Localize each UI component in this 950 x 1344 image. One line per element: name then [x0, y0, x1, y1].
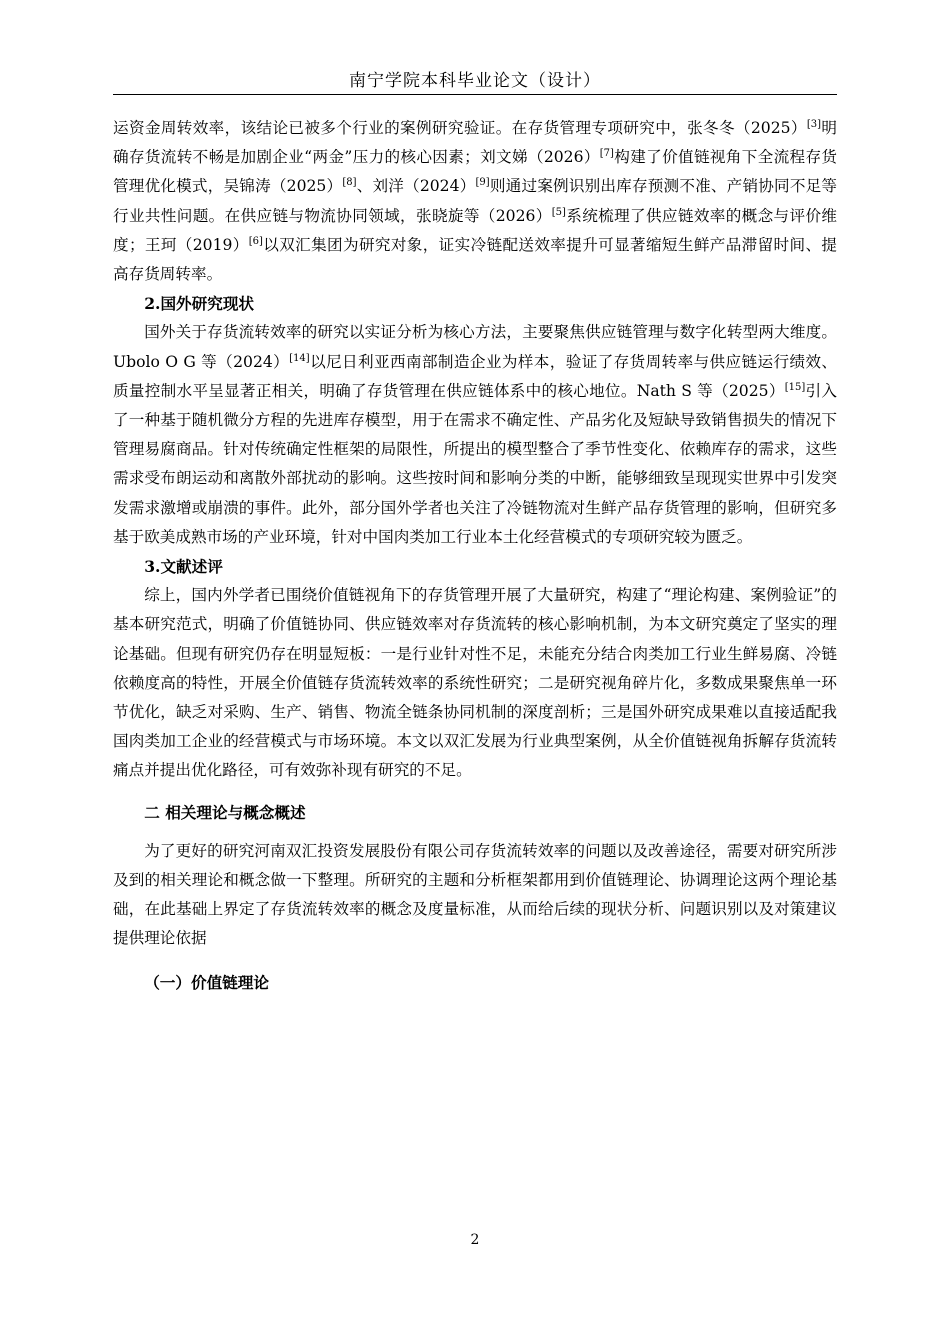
text-run: 国外关于存货流转效率的研究以实证分析为核心方法，主要聚焦供应链管理与数字化转型两大维度。Ubolo O G 等（2024）: [113, 323, 837, 371]
text-run: 运资金周转效率，该结论已被多个行业的案例研究验证。在存货管理专项研究中，张冬冬（2025）: [113, 119, 807, 137]
paragraph-literature-review: 综上，国内外学者已围绕价值链视角下的存货管理开展了大量研究，构建了“理论构建、案例验证”的基本研究范式，明确了价值链协同、供应链效率对存货流转的核心影响机制，为本文研究奠定了坚实的理论基础。但现有研究仍存在明显短板：一是行业针对性不足，未能充分结合肉类加工行业生鲜易腐、冷链依赖度高的特性，开展全价值链存货流转效率的系统性研究；二是研究视角碎片化，多数成果聚焦单一环节优化，缺乏对采购、生产、销售、物流全链条协同机制的深度剖析；三是国外研究成果难以直接适配我国肉类加工企业的经营模式与市场环境。本文以双汇发展为行业典型案例，从全价值链视角拆解存货流转痛点并提出优化路径，可有效弥补现有研究的不足。: [113, 586, 837, 780]
paragraph-foreign-research: [113, 318, 837, 552]
text-run: 引入了一种基于随机微分方程的先进库存模型，用于在需求不确定性、产品劣化及短缺导致销售损失的情况下管理易腐商品。针对传统确定性框架的局限性，所提出的模型整合了季节性变化、依赖库存的需求，这些需求受布朗运动和离散外部扰动的影响。这些按时间和影响分类的中断，能够细致呈现现实世界中引发突发需求激增或崩溃的事件。此外，部分国外学者也关注了冷链物流对生鲜产品存货管理的影响，但研究多基于欧美成熟市场的产业环境，针对中国肉类加工行业本土化经营模式的专项研究较为匮乏。: [113, 381, 837, 546]
heading-literature-review: 3.文献述评: [144, 557, 223, 577]
text-run: 、刘洋（2024）: [356, 177, 476, 196]
text-run: 系统梳理了供应链效率的概念与评价维度；王珂（2019）: [113, 206, 837, 254]
text-run: 以尼日利亚西南部制造企业为样本，验证了存货周转率与供应链运行绩效、质量控制水平呈显著正相关，明确了存货管理在供应链体系中的核心地位。Nath S 等（2025）: [113, 352, 837, 400]
paragraph-theory-intro: 为了更好的研究河南双汇投资发展股份有限公司存货流转效率的问题以及改善途径，需要对研究所涉及到的相关理论和概念做一下整理。所研究的主题和分析框架都用到价值链理论、协调理论这两个理论基础，在此基础上界定了存货流转效率的概念及度量标准，从而给后续的现状分析、问题识别以及对策建议提供理论依据: [113, 841, 837, 948]
citation: [3]: [806, 118, 822, 130]
page-body: [113, 114, 837, 997]
citation: [8]: [342, 177, 357, 189]
running-header: 南宁学院本科毕业论文（设计）: [349, 71, 601, 91]
citation: [5]: [551, 206, 566, 218]
citation: [7]: [599, 148, 614, 160]
text-run: 以双汇集团为研究对象，证实冷链配送效率提升可显著缩短生鲜产品滞留时间、提高存货周转率。: [113, 235, 837, 284]
subsection-heading-value-chain: （一）价值链理论: [144, 972, 269, 992]
citation: [9]: [475, 177, 490, 189]
page-number: 2: [470, 1232, 480, 1248]
header-rule: [113, 94, 837, 95]
section-heading-theory: 二 相关理论与概念概述: [144, 802, 306, 822]
citation: [14]: [289, 352, 310, 364]
heading-foreign-research: 2.国外研究现状: [144, 294, 255, 314]
citation: [6]: [248, 235, 263, 247]
text-run: 则通过案例识别出库存预测不准、产销协同不足等行业共性问题。在供应链与物流协同领域，张晓旋等（2026）: [113, 177, 837, 225]
text-run: 构建了价值链视角下全流程存货管理优化模式，吴锦涛（2025）: [113, 148, 837, 196]
text-run: 明确存货流转不畅是加剧企业“两金”压力的核心因素；刘文娣（2026）: [113, 119, 837, 167]
citation: [15]: [784, 381, 806, 393]
paragraph-domestic-research: [113, 114, 837, 289]
